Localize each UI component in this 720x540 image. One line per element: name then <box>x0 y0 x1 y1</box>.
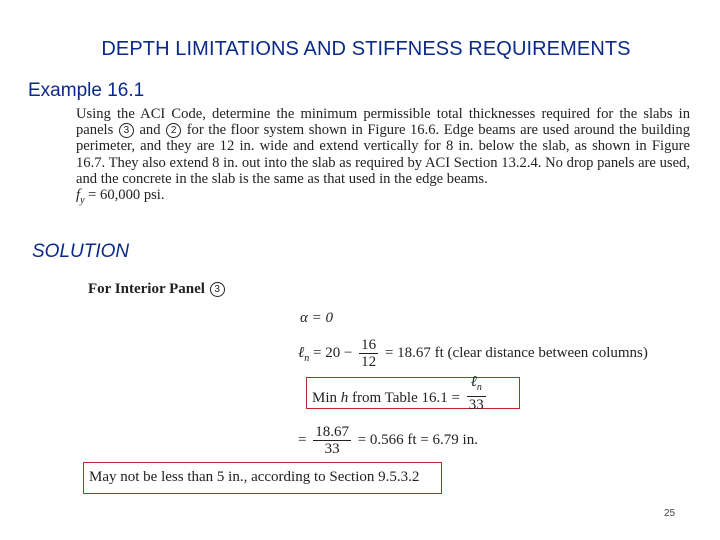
calc-fraction-numerator: 18.67 <box>315 424 349 440</box>
example-label: Example 16.1 <box>28 80 145 101</box>
ln-fraction-denominator: 12 <box>361 354 377 370</box>
subheading-text: For Interior Panel <box>88 281 205 297</box>
min-h-ln-symbol: ℓ <box>470 374 477 390</box>
min-h-equation <box>312 374 489 413</box>
alpha-text: α = 0 <box>300 310 333 326</box>
min-h-symbol: h <box>340 389 349 406</box>
panel-2-badge: 2 <box>166 123 181 138</box>
ln-eq-end: = 18.67 ft (clear distance between columns) <box>384 344 648 361</box>
ln-eq-start: = 20 − <box>313 344 353 361</box>
calc-fraction-denominator: 33 <box>324 441 340 457</box>
min-h-suffix: from Table 16.1 = <box>348 389 460 406</box>
problem-text-2: and <box>139 122 161 139</box>
calc-fraction <box>313 424 351 457</box>
min-h-fraction-denominator: 33 <box>468 397 484 413</box>
slide-title: DEPTH LIMITATIONS AND STIFFNESS REQUIREMENTS <box>101 38 631 60</box>
alpha-equation <box>300 310 333 327</box>
calc-equals: = <box>298 431 307 448</box>
panel-3-badge: 3 <box>119 123 134 138</box>
ln-fraction <box>359 337 378 370</box>
min-h-fraction-numerator <box>467 374 486 397</box>
clear-span-equation <box>298 337 648 370</box>
problem-text-1: Using the ACI Code, determine the minimum permissible total thicknesses required for the slabs in panels <box>76 106 690 139</box>
minimum-thickness-note-box <box>83 462 442 494</box>
ln-fraction-numerator: 16 <box>361 337 377 353</box>
problem-text-3: for the floor system shown in Figure 16.6. Edge beams are used around the building perimeter, and they are 12 in. wide and extend vertically for 8 in. below the slab, as shown in Figure 16.7. They also extend 8 in. out into the slab as required by ACI Section 13.2.4. No drop panels are used, and the concrete in the slab is the same as that used in the edge beams. <box>76 122 690 187</box>
minimum-thickness-note: May not be less than 5 in., according to Section 9.5.3.2 <box>89 469 420 485</box>
min-h-fraction <box>467 374 486 413</box>
calc-result: = 0.566 ft = 6.79 in. <box>357 431 478 448</box>
solution-label: SOLUTION <box>32 241 130 262</box>
ln-subscript: n <box>304 352 310 364</box>
min-h-box <box>306 374 520 413</box>
min-h-prefix: Min <box>312 389 341 406</box>
problem-statement <box>76 106 690 209</box>
ln-symbol: ℓ <box>298 344 305 361</box>
interior-panel-badge: 3 <box>210 282 225 297</box>
fy-subscript: y <box>80 194 85 206</box>
min-h-ln-subscript: n <box>476 382 482 393</box>
page-number: 25 <box>664 508 676 519</box>
fy-symbol: f <box>76 187 81 204</box>
fy-value: = 60,000 psi. <box>88 187 165 204</box>
thickness-calculation <box>298 424 478 457</box>
solution-subheading <box>88 281 226 298</box>
